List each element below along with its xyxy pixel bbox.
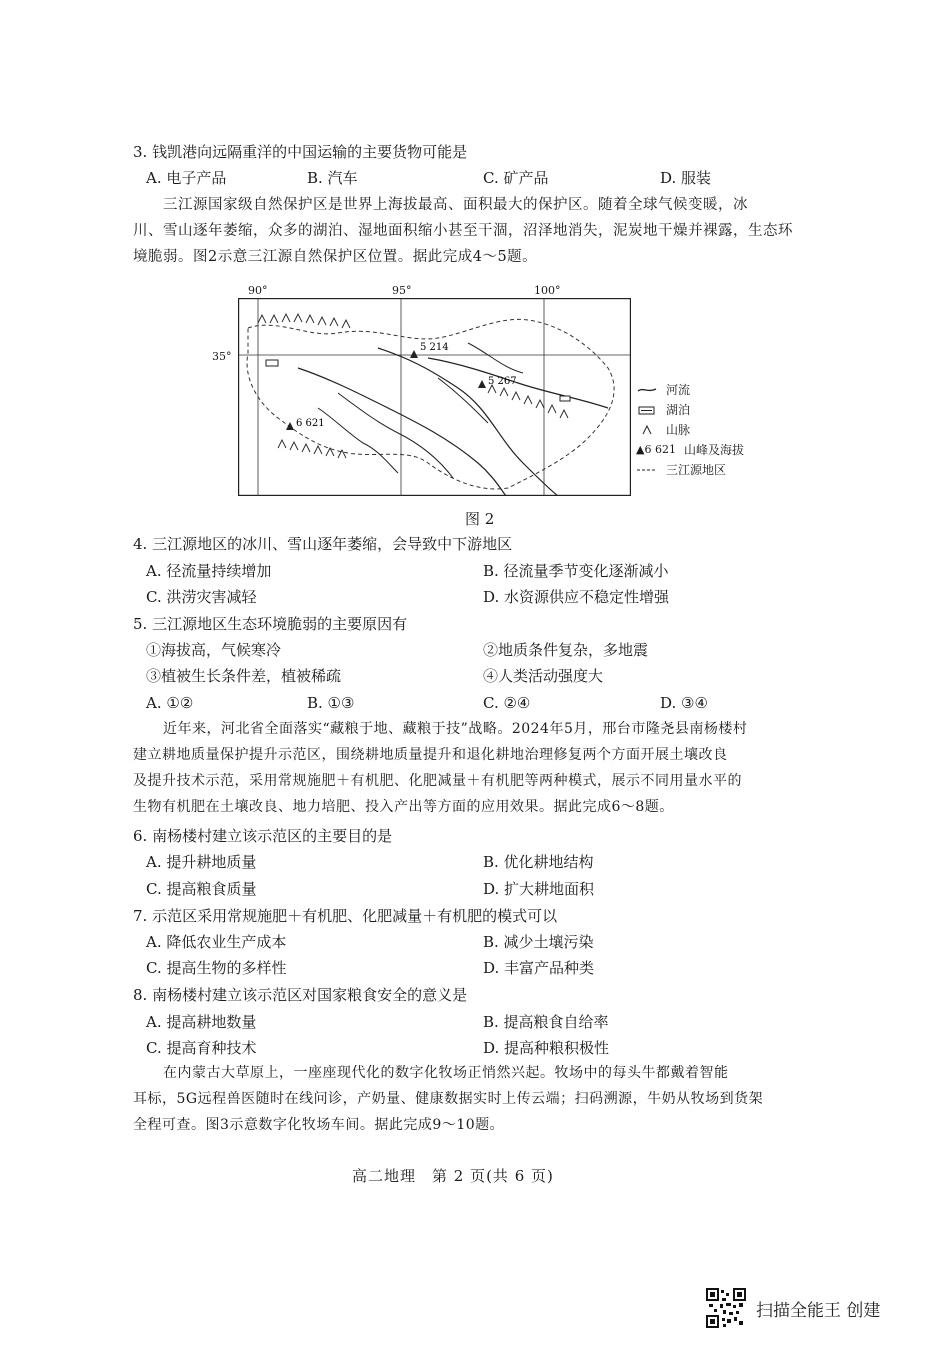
q3-option-a: A. 电子产品 [146, 169, 227, 187]
q7-option-c: C. 提高生物的多样性 [146, 959, 287, 977]
peak-label-6621: 6 621 [296, 418, 325, 429]
q7-option-a: A. 降低农业生产成本 [146, 933, 287, 951]
q3-stem: 3. 钱凯港向远隔重洋的中国运输的主要货物可能是 [133, 143, 468, 161]
lake-2 [560, 396, 570, 401]
map-legend [636, 380, 744, 480]
scanner-watermark [706, 1288, 880, 1328]
q6-option-d: D. 扩大耕地面积 [483, 880, 595, 898]
q8-option-a: A. 提高耕地数量 [146, 1013, 257, 1031]
q5-option-c: C. ②④ [483, 694, 531, 712]
legend-label: 河流 [666, 383, 691, 397]
q4-option-b: B. 径流量季节变化逐渐减小 [483, 562, 669, 580]
legend-label: 山脉 [666, 423, 691, 437]
q5-item-2: ②地质条件复杂，多地震 [483, 641, 649, 659]
q8-stem: 8. 南杨楼村建立该示范区对国家粮食安全的意义是 [133, 986, 468, 1004]
lon-label-90: 90° [248, 284, 268, 297]
passage-line: 川、雪山逐年萎缩，众多的湖泊、湿地面积缩小甚至干涸，沼泽地消失，泥炭地干燥并裸露，生态环 [133, 223, 793, 239]
q5-option-d: D. ③④ [660, 694, 708, 712]
q7-option-d: D. 丰富产品种类 [483, 959, 595, 977]
q4-option-d: D. 水资源供应不稳定性增强 [483, 588, 670, 606]
passage-line: 近年来，河北省全面落实“藏粮于地、藏粮于技”战略。2024年5月，邢台市隆尧县南杨楼村 [163, 721, 748, 737]
sanjiangyuan-map [238, 298, 631, 496]
q7-option-b: B. 减少土壤污染 [483, 933, 594, 951]
lon-label-100: 100° [534, 284, 561, 297]
q4-stem: 4. 三江源地区的冰川、雪山逐年萎缩，会导致中下游地区 [133, 535, 513, 553]
passage-line: 全程可查。图3示意数字化牧场车间。据此完成9～10题。 [133, 1117, 505, 1133]
qr-code-icon [706, 1288, 746, 1328]
q3-option-d: D. 服装 [660, 169, 712, 187]
q4-option-c: C. 洪涝灾害减轻 [146, 588, 257, 606]
passage-line: 建立耕地质量保护提升示范区，围绕耕地质量提升和退化耕地治理修复两个方面开展土壤改良 [133, 747, 728, 763]
passage-line: 境脆弱。图2示意三江源自然保护区位置。据此完成4～5题。 [133, 249, 538, 265]
scanner-label: 扫描全能王 创建 [756, 1300, 881, 1321]
q6-option-c: C. 提高粮食质量 [146, 880, 257, 898]
legend-label: 山峰及海拔 [683, 443, 744, 457]
q5-stem: 5. 三江源地区生态环境脆弱的主要原因有 [133, 615, 408, 633]
q5-item-1: ①海拔高，气候寒冷 [146, 641, 282, 659]
passage-line: 三江源国家级自然保护区是世界上海拔最高、面积最大的保护区。随着全球气候变暖，冰 [163, 197, 748, 213]
mountain-icon [636, 425, 658, 435]
q8-option-c: C. 提高育种技术 [146, 1039, 257, 1057]
q6-stem: 6. 南杨楼村建立该示范区的主要目的是 [133, 827, 393, 845]
q4-option-a: A. 径流量持续增加 [146, 562, 272, 580]
q5-item-4: ④人类活动强度大 [483, 667, 604, 685]
q3-option-b: B. 汽车 [307, 169, 358, 187]
river-icon [636, 385, 658, 395]
q5-option-a: A. ①② [146, 694, 194, 712]
lat-label-35: 35° [212, 350, 232, 363]
page-footer: 高二地理 第 2 页(共 6 页) [352, 1167, 554, 1185]
peak-icon: ▲6 621 [636, 443, 676, 456]
legend-item-boundary [636, 460, 744, 480]
lon-label-95: 95° [392, 284, 412, 297]
lake-icon [636, 405, 658, 415]
q7-stem: 7. 示范区采用常规施肥＋有机肥、化肥减量＋有机肥的模式可以 [133, 907, 558, 925]
q5-option-b: B. ①③ [307, 694, 355, 712]
q3-option-c: C. 矿产品 [483, 169, 549, 187]
q6-option-a: A. 提升耕地质量 [146, 853, 257, 871]
q5-item-3: ③植被生长条件差，植被稀疏 [146, 667, 342, 685]
q8-option-d: D. 提高种粮积极性 [483, 1039, 610, 1057]
passage-line: 及提升技术示范，采用常规施肥＋有机肥、化肥减量＋有机肥等两种模式，展示不同用量水平的 [133, 773, 742, 789]
legend-item-mountain [636, 420, 744, 440]
q8-option-b: B. 提高粮食自给率 [483, 1013, 609, 1031]
peak-label-5267: 5 267 [488, 376, 517, 387]
legend-item-lake [636, 400, 744, 420]
passage-hebei [133, 716, 813, 820]
lake-1 [266, 360, 278, 366]
legend-item-river [636, 380, 744, 400]
figure-2-caption: 图 2 [465, 510, 495, 528]
legend-label: 湖泊 [666, 403, 691, 417]
q6-option-b: B. 优化耕地结构 [483, 853, 594, 871]
passage-line: 耳标，5G远程兽医随时在线问诊，产奶量、健康数据实时上传云端；扫码溯源，牛奶从牧场到货架 [133, 1091, 764, 1107]
passage-inner-mongolia [133, 1060, 813, 1138]
map-frame [239, 299, 631, 496]
passage-line: 生物有机肥在土壤改良、地力培肥、投入产出等方面的应用效果。据此完成6～8题。 [133, 799, 674, 815]
passage-sanjiangyuan [133, 192, 813, 270]
peak-label-5214: 5 214 [420, 342, 449, 353]
legend-label: 三江源地区 [666, 463, 727, 477]
boundary-icon [636, 465, 658, 475]
legend-item-peak [636, 440, 744, 460]
passage-line: 在内蒙古大草原上，一座座现代化的数字化牧场正悄然兴起。牧场中的每头牛都戴着智能 [163, 1065, 729, 1081]
